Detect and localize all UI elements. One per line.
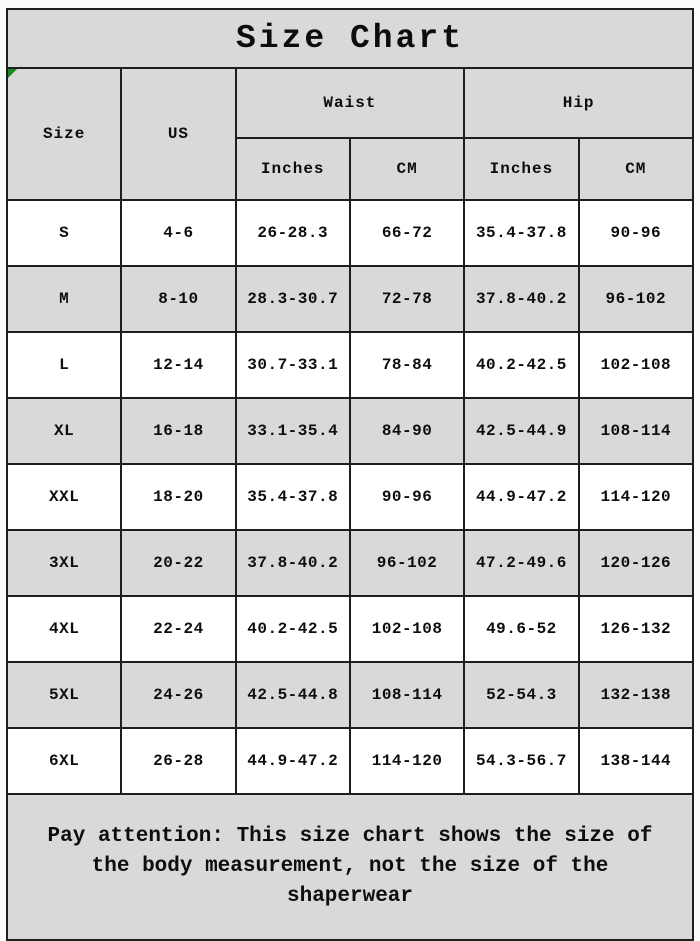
cell-size: M	[7, 266, 121, 332]
cell-us: 22-24	[121, 596, 235, 662]
header-waist: Waist	[236, 68, 465, 138]
header-hip-cm: CM	[579, 138, 693, 200]
cell-hip-cm: 120-126	[579, 530, 693, 596]
cell-hip-cm: 90-96	[579, 200, 693, 266]
cell-us: 12-14	[121, 332, 235, 398]
cell-hip-cm: 114-120	[579, 464, 693, 530]
cell-size: XXL	[7, 464, 121, 530]
cell-waist-cm: 96-102	[350, 530, 464, 596]
cell-waist-cm: 66-72	[350, 200, 464, 266]
header-size	[7, 68, 121, 200]
cell-size: 3XL	[7, 530, 121, 596]
cell-waist-cm: 108-114	[350, 662, 464, 728]
table-row-m	[7, 266, 693, 332]
header-waist-cm: CM	[350, 138, 464, 200]
cell-hip-cm: 108-114	[579, 398, 693, 464]
cell-waist-cm: 102-108	[350, 596, 464, 662]
cell-us: 18-20	[121, 464, 235, 530]
header-size-label: Size	[42, 125, 86, 143]
cell-hip-cm: 102-108	[579, 332, 693, 398]
cell-us: 8-10	[121, 266, 235, 332]
cell-hip-cm: 138-144	[579, 728, 693, 794]
cell-hip-inches: 47.2-49.6	[464, 530, 578, 596]
cell-waist-inches: 35.4-37.8	[236, 464, 350, 530]
cell-waist-inches: 33.1-35.4	[236, 398, 350, 464]
cell-waist-cm: 84-90	[350, 398, 464, 464]
header-hip-inches: Inches	[464, 138, 578, 200]
cell-hip-inches: 44.9-47.2	[464, 464, 578, 530]
table-row-6xl	[7, 728, 693, 794]
note-line: the body measurement, not the size of the	[91, 855, 609, 879]
cell-hip-cm: 132-138	[579, 662, 693, 728]
cell-hip-inches: 37.8-40.2	[464, 266, 578, 332]
cell-us: 26-28	[121, 728, 235, 794]
cell-size: 5XL	[7, 662, 121, 728]
note-line: shaperwear	[286, 884, 414, 908]
cell-us: 24-26	[121, 662, 235, 728]
header-row-groups	[7, 68, 693, 138]
table-row-3xl	[7, 530, 693, 596]
cell-hip-inches: 49.6-52	[464, 596, 578, 662]
cell-hip-inches: 52-54.3	[464, 662, 578, 728]
header-hip: Hip	[464, 68, 693, 138]
cell-size: L	[7, 332, 121, 398]
cell-size: 6XL	[7, 728, 121, 794]
cell-waist-cm: 72-78	[350, 266, 464, 332]
cell-waist-cm: 114-120	[350, 728, 464, 794]
cell-waist-inches: 26-28.3	[236, 200, 350, 266]
cell-waist-inches: 30.7-33.1	[236, 332, 350, 398]
page-title: Size Chart	[7, 9, 693, 68]
cell-hip-inches: 42.5-44.9	[464, 398, 578, 464]
size-chart	[6, 8, 694, 925]
table-row-s	[7, 200, 693, 266]
table-row-4xl	[7, 596, 693, 662]
cell-waist-cm: 90-96	[350, 464, 464, 530]
title-row	[7, 9, 693, 68]
cell-hip-inches: 35.4-37.8	[464, 200, 578, 266]
cell-waist-cm: 78-84	[350, 332, 464, 398]
cell-waist-inches: 44.9-47.2	[236, 728, 350, 794]
cell-waist-inches: 40.2-42.5	[236, 596, 350, 662]
cell-us: 16-18	[121, 398, 235, 464]
cell-waist-inches: 37.8-40.2	[236, 530, 350, 596]
cell-hip-cm: 96-102	[579, 266, 693, 332]
size-chart-table	[6, 8, 694, 941]
table-row-xxl	[7, 464, 693, 530]
header-waist-inches: Inches	[236, 138, 350, 200]
cell-size: S	[7, 200, 121, 266]
cell-waist-inches: 42.5-44.8	[236, 662, 350, 728]
note-row	[7, 794, 693, 940]
header-us: US	[121, 68, 235, 200]
table-row-xl	[7, 398, 693, 464]
cell-hip-inches: 40.2-42.5	[464, 332, 578, 398]
green-corner-marker-icon	[8, 69, 17, 78]
cell-us: 20-22	[121, 530, 235, 596]
cell-hip-inches: 54.3-56.7	[464, 728, 578, 794]
table-row-5xl	[7, 662, 693, 728]
cell-waist-inches: 28.3-30.7	[236, 266, 350, 332]
cell-size: XL	[7, 398, 121, 464]
cell-size: 4XL	[7, 596, 121, 662]
attention-note	[7, 794, 693, 940]
note-line: Pay attention: This size chart shows the size of	[47, 825, 653, 849]
table-row-l	[7, 332, 693, 398]
cell-us: 4-6	[121, 200, 235, 266]
cell-hip-cm: 126-132	[579, 596, 693, 662]
